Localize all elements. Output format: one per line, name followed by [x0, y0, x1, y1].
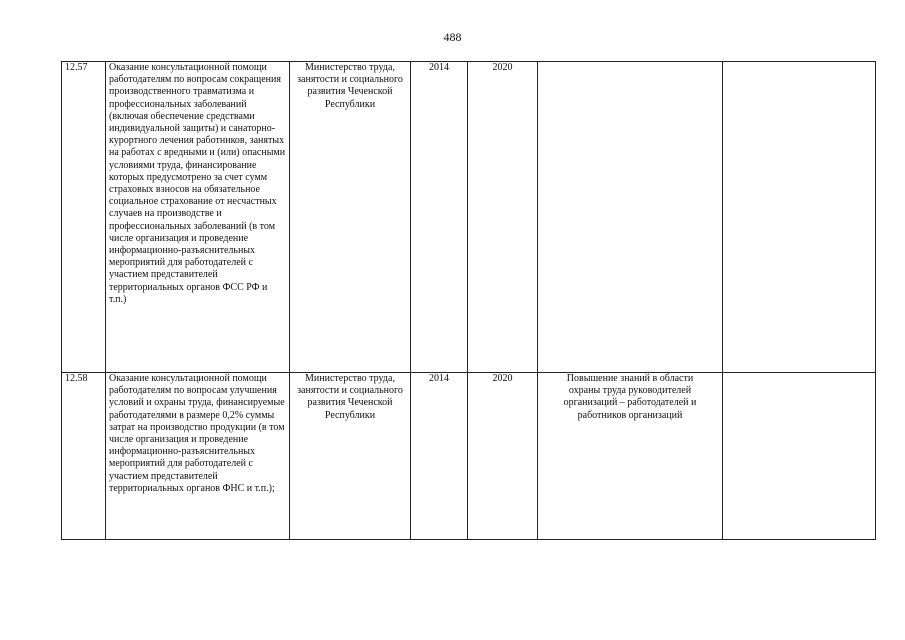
row-number-cell: 12.58 [62, 373, 106, 540]
end-year-cell: 2020 [468, 373, 538, 540]
table-row [62, 373, 876, 540]
row-number-cell: 12.57 [62, 62, 106, 373]
note-cell [723, 373, 876, 540]
expected-result-text: Повышение знаний в области охраны труда руководителей организаций – работодателей и работников организаций [563, 373, 697, 421]
executor-cell: Министерство труда, занятости и социального развития Чеченской Республики [290, 62, 411, 373]
description-cell: Оказание консультационной помощи работодателям по вопросам улучшения условий и охраны труда, финансируемые работодателями в размере 0,2% суммы затрат на производство продукции (в том числе организация и проведение информационно-разъяснительных мероприятий для работодателей с участием представителей территориальных органов ФНС и т.п.); [106, 373, 290, 540]
start-year-cell: 2014 [411, 373, 468, 540]
description-cell: Оказание консультационной помощи работодателям по вопросам сокращения производственного травматизма и профессиональных заболеваний (включая обеспечение средствами индивидуальной защиты) и санаторно-курортного лечения работников, занятых на работах с вредными и (или) опасными условиями труда, финансирование которых предусмотрено за счет сумм страховых взносов на обязательное социальное страхование от несчастных случаев на производстве и профессиональных заболеваний (в том числе организация и проведение информационно-разъяснительных мероприятий для работодателей с участием представителей территориальных органов ФСС РФ и т.п.) [106, 62, 290, 373]
note-cell [723, 62, 876, 373]
executor-cell: Министерство труда, занятости и социального развития Чеченской Республики [290, 373, 411, 540]
expected-result-cell [538, 373, 723, 540]
end-year-cell: 2020 [468, 62, 538, 373]
page-number: 488 [443, 30, 462, 44]
table-row [62, 62, 876, 373]
expected-result-cell [538, 62, 723, 373]
measures-table [61, 61, 876, 540]
start-year-cell: 2014 [411, 62, 468, 373]
